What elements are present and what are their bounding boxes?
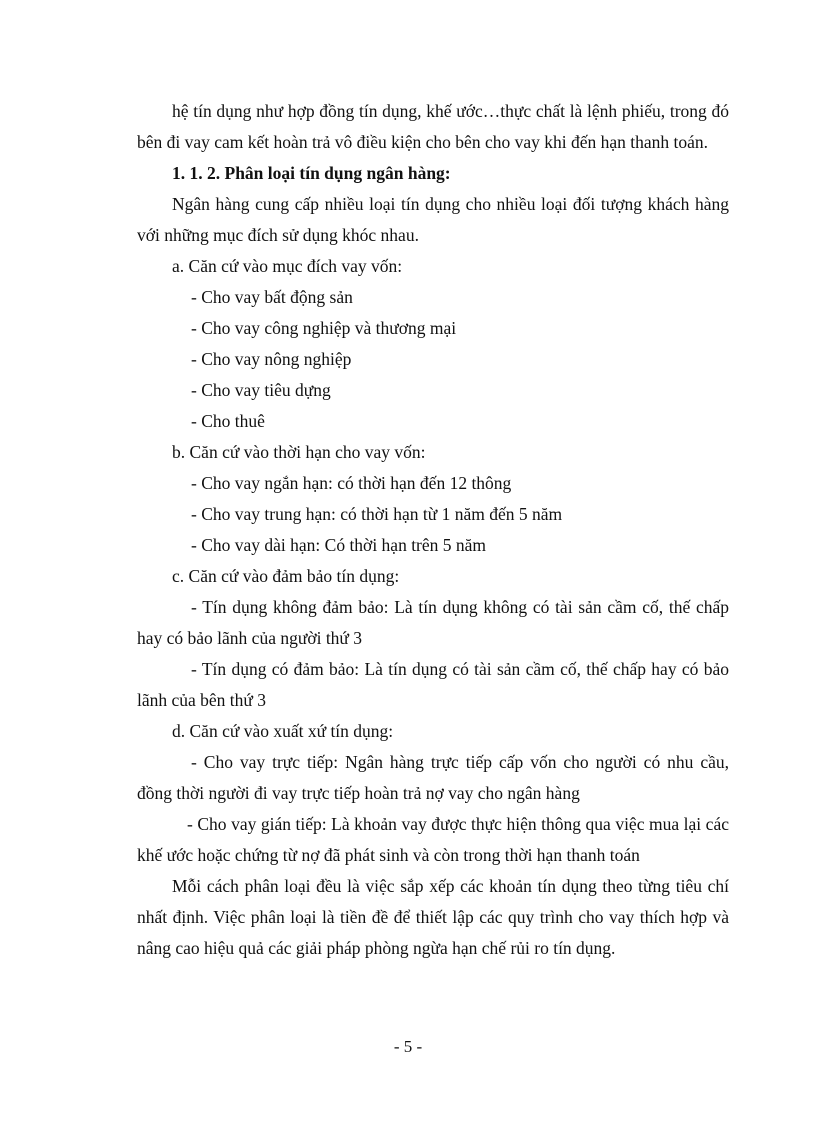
category-a-title: a. Căn cứ vào mục đích vay vốn: <box>172 256 403 276</box>
list-item: - Cho vay công nghiệp và thương mại <box>191 318 457 338</box>
list-item: - Cho vay tiêu dựng <box>191 380 331 400</box>
page-number: - 5 - <box>393 1037 423 1056</box>
category-d-title: d. Căn cứ vào xuất xứ tín dụng: <box>172 721 394 741</box>
paragraph-intro: hệ tín dụng như hợp đồng tín dụng, khế ước…thực chất là lệnh phiếu, trong đó bên đi vay cam kết hoàn trả vô điều kiện cho bên cho vay khi đến hạn thanh toán. <box>137 101 729 152</box>
list-item: - Cho thuê <box>191 411 265 431</box>
list-item: - Cho vay ngắn hạn: có thời hạn đến 12 thông <box>191 473 512 493</box>
paragraph-overview: Ngân hàng cung cấp nhiều loại tín dụng cho nhiều loại đối tượng khách hàng với những mục đích sử dụng khóc nhau. <box>137 194 729 245</box>
list-item: - Cho vay trực tiếp: Ngân hàng trực tiếp cấp vốn cho người có nhu cầu, đồng thời người đi vay trực tiếp hoàn trả nợ vay cho ngân hàng <box>137 752 729 803</box>
list-item: - Cho vay dài hạn: Có thời hạn trên 5 năm <box>191 535 487 555</box>
list-item: - Cho vay nông nghiệp <box>191 349 352 369</box>
list-item: - Cho vay trung hạn: có thời hạn từ 1 năm đến 5 năm <box>191 504 563 524</box>
category-c-title: c. Căn cứ vào đảm bảo tín dụng: <box>172 566 400 586</box>
list-item: - Tín dụng có đảm bảo: Là tín dụng có tài sản cầm cố, thế chấp hay có bảo lãnh của bên thứ 3 <box>137 659 729 710</box>
section-heading: 1. 1. 2. Phân loại tín dụng ngân hàng: <box>172 163 451 183</box>
paragraph-conclusion: Mỗi cách phân loại đều là việc sắp xếp các khoản tín dụng theo từng tiêu chí nhất định. Việc phân loại là tiền đề để thiết lập các quy trình cho vay thích hợp và nâng cao hiệu quả các giải pháp phòng ngừa hạn chế rủi ro tín dụng. <box>137 876 729 958</box>
category-b-title: b. Căn cứ vào thời hạn cho vay vốn: <box>172 442 426 462</box>
document-body <box>137 96 729 964</box>
list-item: - Cho vay bất động sản <box>191 287 353 307</box>
list-item: - Tín dụng không đảm bảo: Là tín dụng không có tài sản cầm cố, thế chấp hay có bảo lãnh của người thứ 3 <box>137 597 729 648</box>
list-item: - Cho vay gián tiếp: Là khoản vay được thực hiện thông qua việc mua lại các khế ước hoặc chứng từ nợ đã phát sinh và còn trong thời hạn thanh toán <box>137 814 729 865</box>
